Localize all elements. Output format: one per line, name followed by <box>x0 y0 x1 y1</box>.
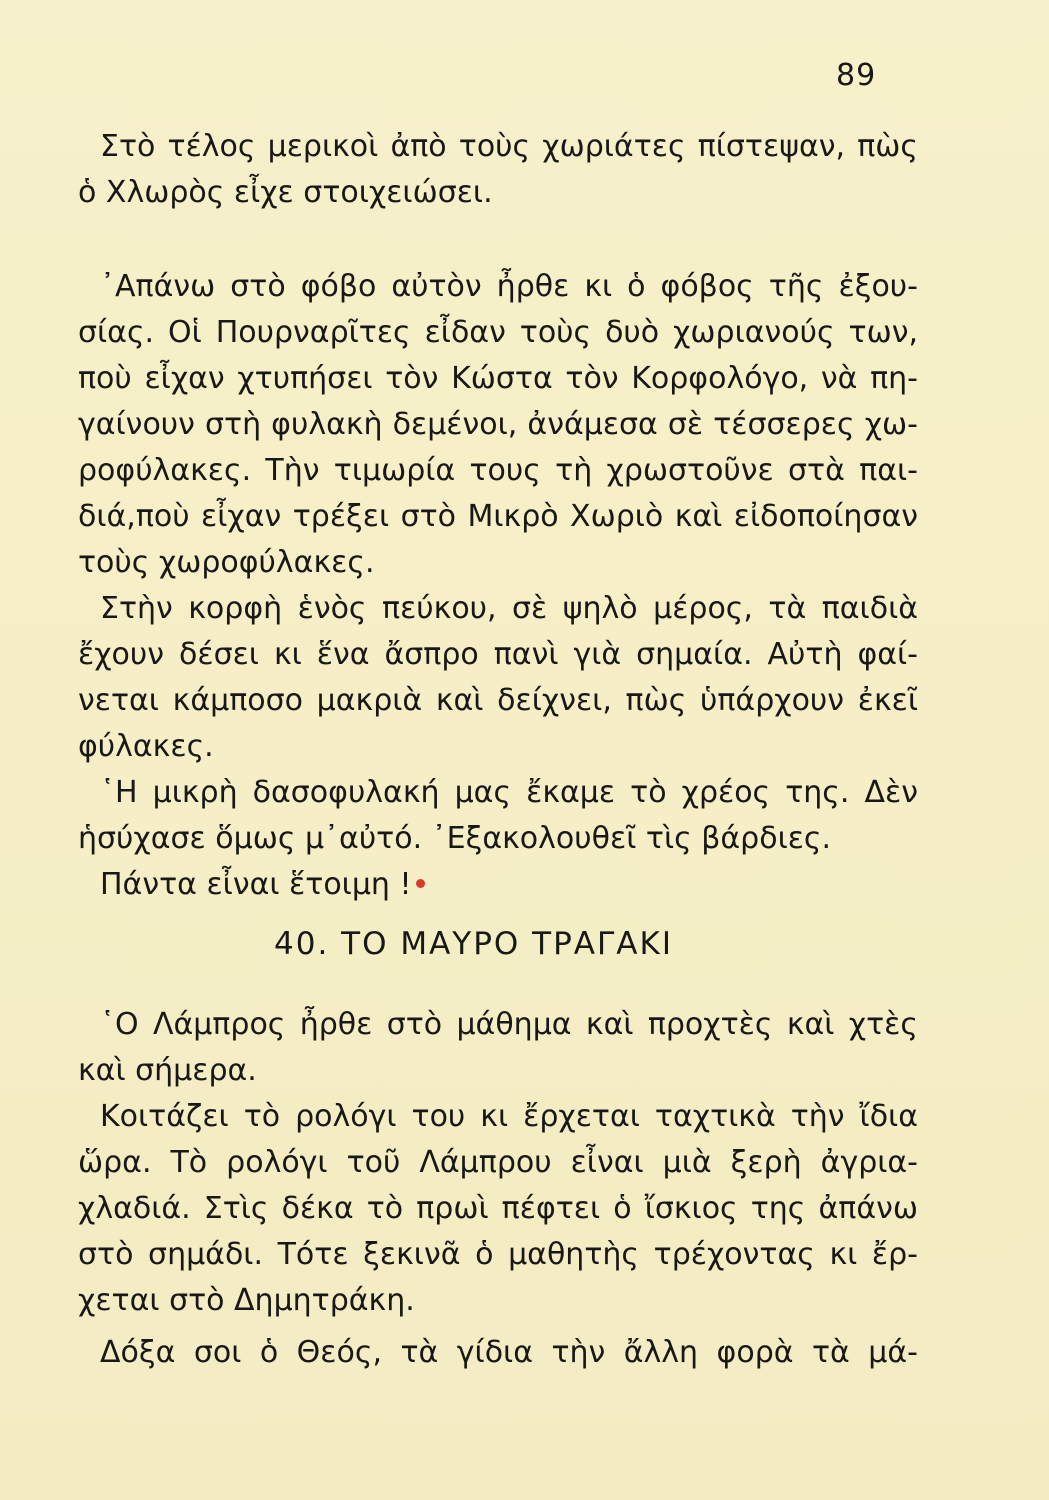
text-line: σίας. Οἱ Πουρναρῖτες εἶδαν τοὺς δυὸ χωριανούς των, <box>78 315 918 350</box>
text-line: χλαδιά. Στὶς δέκα τὸ πρωὶ πέφτει ὁ ἴσκιος της ἀπάνω <box>78 1191 918 1226</box>
text-line: ποὺ εἶχαν χτυπήσει τὸν Κώστα τὸν Κορφολόγο, νὰ πη- <box>78 361 918 396</box>
text-line-final <box>78 862 918 908</box>
text-line: Στὸ τέλος μερικοὶ ἀπὸ τοὺς χωριάτες πίστεψαν, πὼς <box>100 129 918 164</box>
text-line: ὥρα. Τὸ ρολόγι τοῦ Λάμπρου εἶναι μιὰ ξερὴ ἀγρια- <box>78 1145 918 1180</box>
text-line: ὁ Χλωρὸς εἶχε στοιχειώσει. <box>78 175 493 210</box>
text-line: ροφύλακες. Τὴν τιμωρία τους τὴ χρωστοῦνε στὰ παι- <box>78 453 918 488</box>
text-line: διά,ποὺ εἶχαν τρέξει στὸ Μικρὸ Χωριὸ καὶ εἰδοποίησαν <box>78 499 918 534</box>
text-line: στὸ σημάδι. Τότε ξεκινᾶ ὁ μαθητὴς τρέχοντας κι ἔρ- <box>78 1237 918 1272</box>
text-line: ᾿Απάνω στὸ φόβο αὐτὸν ἦρθε κι ὁ φόβος τῆς ἐξου- <box>100 269 918 304</box>
text-line: φύλακες. <box>78 729 214 764</box>
text-line: ῾Η μικρὴ δασοφυλακή μας ἔκαμε τὸ χρέος της. Δὲν <box>100 775 918 810</box>
text-line: Δόξα σοι ὁ Θεός, τὰ γίδια τὴν ἄλλη φορὰ τὰ μά- <box>100 1335 918 1370</box>
chapter-heading: 40. ΤΟ ΜΑΥΡΟ ΤΡΑΓΑΚΙ <box>274 926 673 962</box>
text-line: Κοιτάζει τὸ ρολόγι του κι ἔρχεται ταχτικὰ τὴν ἴδια <box>100 1099 918 1134</box>
text-line: καὶ σήμερα. <box>78 1053 257 1088</box>
red-ink-mark <box>416 879 425 888</box>
text-line: ἡσύχασε ὅμως μ᾿αὐτό. ᾿Εξακολουθεῖ τὶς βάρδιες. <box>78 821 832 856</box>
text-line: νεται κάμποσο μακριὰ καὶ δείχνει, πὼς ὑπάρχουν ἐκεῖ <box>78 683 918 718</box>
text-section-bottom <box>78 1002 918 1376</box>
page-number: 89 <box>836 58 877 93</box>
text-line: ῾Ο Λάμπρος ἦρθε στὸ μάθημα καὶ προχτὲς καὶ χτὲς <box>100 1007 918 1042</box>
text-line: γαίνουν στὴ φυλακὴ δεμένοι, ἀνάμεσα σὲ τέσσερες χω- <box>78 407 918 442</box>
text-line: ἔχουν δέσει κι ἕνα ἄσπρο πανὶ γιὰ σημαία. Αὐτὴ φαί- <box>78 637 918 672</box>
text-line: χεται στὸ Δημητράκη. <box>78 1283 415 1318</box>
text-line: τοὺς χωροφύλακες. <box>78 545 375 580</box>
text-line: Πάντα εἶναι ἕτοιμη ! <box>100 867 412 902</box>
text-line: Στὴν κορφὴ ἑνὸς πεύκου, σὲ ψηλὸ μέρος, τὰ παιδιὰ <box>100 591 918 626</box>
text-section-top <box>78 124 918 908</box>
